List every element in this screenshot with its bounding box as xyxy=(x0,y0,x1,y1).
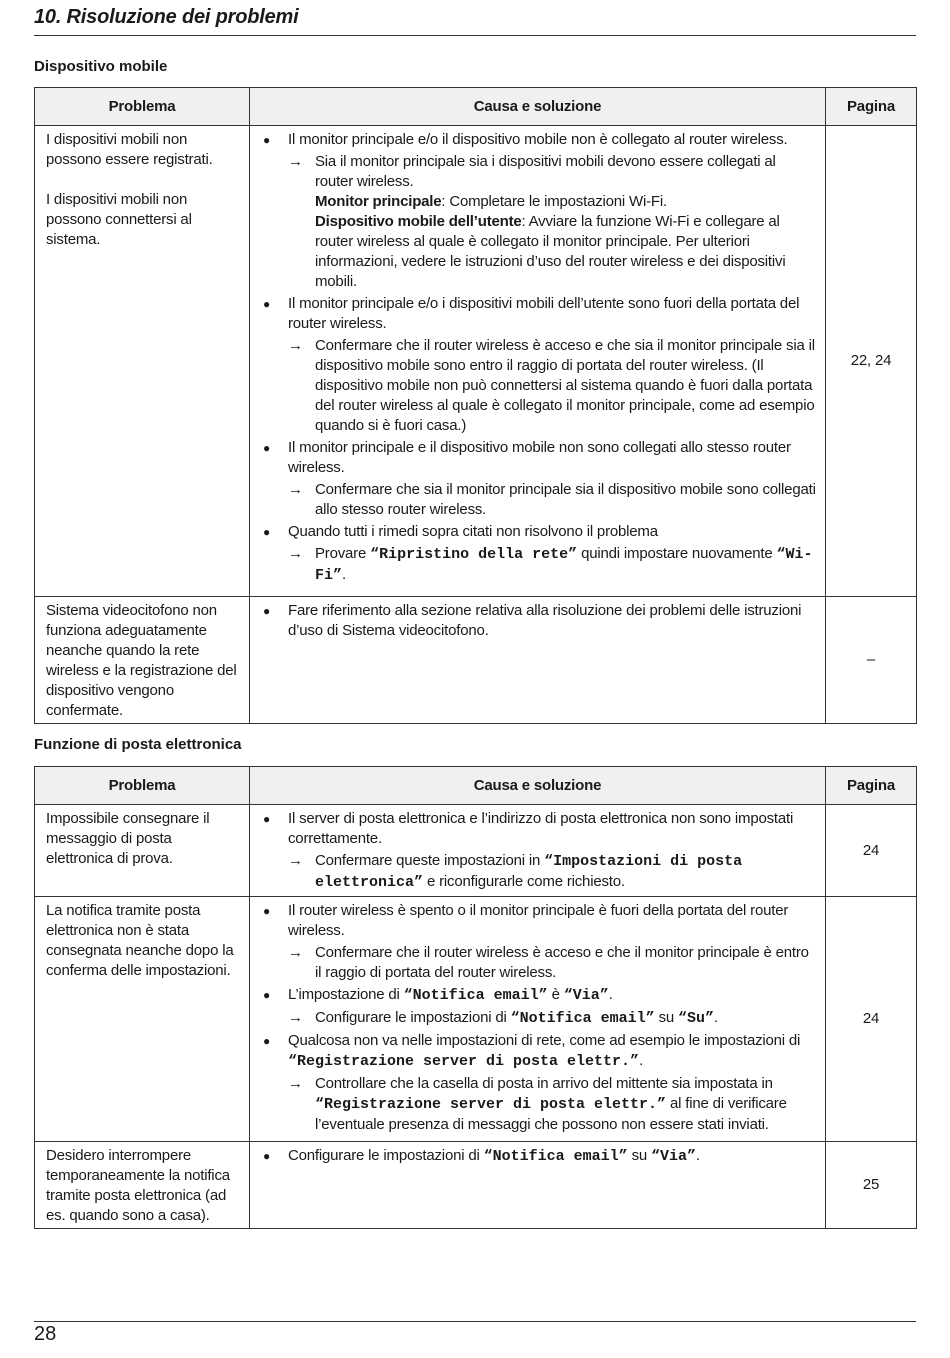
page-reference: 22, 24 xyxy=(826,126,917,597)
problem-text: I dispositivi mobili non possono essere registrati. xyxy=(46,131,213,168)
setting-name: “Registrazione server di posta elettr.” xyxy=(288,1053,640,1070)
table-row xyxy=(35,1142,917,1229)
problem-cell xyxy=(35,897,250,1142)
cause-cell xyxy=(250,897,826,1142)
solution-item: → Confermare queste impostazioni in “Impostazioni di posta elettronica” e riconfigurarle come richiesto. xyxy=(288,852,743,891)
cause-bullet: ● L’impostazione di “Notifica email” è “Via”. xyxy=(262,985,817,1006)
cause-bullet: ● Il monitor principale e/o i dispositivi mobili dell’utente sono fuori della portata del router wireless. xyxy=(262,294,817,334)
setting-name: “Ripristino della rete” xyxy=(370,546,578,563)
setting-value: “Su” xyxy=(678,1010,715,1027)
table-row xyxy=(35,597,917,724)
setting-name: “Notifica email” xyxy=(483,1148,628,1165)
page-number: 28 xyxy=(34,1323,57,1345)
footer-divider xyxy=(34,1321,916,1322)
solution-item: → Confermare che il router wireless è acceso e che sia il monitor principale sia il dispositivo mobile sono entro il raggio di portata del router wireless. (Il dispositivo mobile non può connettersi al sistema quando è fuori dalla portata del router wireless al quale è collegato il monitor principale, come ad esempio quando si è fuori casa.) xyxy=(288,337,815,434)
cause-bullet: ● Quando tutti i rimedi sopra citati non risolvono il problema xyxy=(262,522,817,542)
cause-bullet: ● Il server di posta elettronica e l’indirizzo di posta elettronica non sono impostati correttamente. xyxy=(262,809,817,849)
problem-cell xyxy=(35,1142,250,1229)
table-header-row xyxy=(35,88,917,126)
solution-item: → Confermare che sia il monitor principale sia il dispositivo mobile sono collegati allo stesso router wireless. xyxy=(288,481,816,518)
column-header-problem: Problema xyxy=(35,767,250,805)
arrow-icon: → xyxy=(288,944,303,961)
cause-bullet: ● Fare riferimento alla sezione relativa alla risoluzione dei problemi delle istruzioni d’uso di Sistema videocitofono. xyxy=(262,601,817,641)
arrow-icon: → xyxy=(288,153,303,170)
arrow-icon: → xyxy=(288,1009,303,1026)
cause-cell xyxy=(250,1142,826,1229)
problem-text: La notifica tramite posta elettronica non è stata consegnata neanche dopo la conferma delle impostazioni. xyxy=(46,902,234,979)
solution-item: → Provare “Ripristino della rete” quindi impostare nuovamente “Wi-Fi”. xyxy=(288,545,813,584)
cause-cell xyxy=(250,597,826,724)
column-header-cause: Causa e soluzione xyxy=(250,767,826,805)
email-troubleshooting-table xyxy=(34,766,917,1229)
setting-name: “Notifica email” xyxy=(403,987,548,1004)
page-title: 10. Risoluzione dei problemi xyxy=(34,6,299,28)
page-reference: – xyxy=(826,597,917,724)
section-title-mobile: Dispositivo mobile xyxy=(34,58,168,75)
cause-bullet: ● Il monitor principale e il dispositivo mobile non sono collegati allo stesso router wireless. xyxy=(262,438,817,478)
problem-text: I dispositivi mobili non possono connettersi al sistema. xyxy=(46,191,192,248)
setting-value: “Via” xyxy=(651,1148,697,1165)
solution-item: → Sia il monitor principale sia i dispositivi mobili devono essere collegati al router wireless. xyxy=(288,153,776,190)
solution-item: → Controllare che la casella di posta in arrivo del mittente sia impostata in “Registrazione server di posta elettr.” al fine di verificare l’eventuale presenza di messaggi che possono non essere stati inviati. xyxy=(288,1075,787,1133)
column-header-cause: Causa e soluzione xyxy=(250,88,826,126)
cause-cell xyxy=(250,126,826,597)
arrow-icon: → xyxy=(288,545,303,562)
solution-detail: Dispositivo mobile dell’utente: Avviare la funzione Wi-Fi e collegare al router wireless al quale è collegato il monitor principale. Per ulteriori informazioni, vedere le istruzioni d’uso del router wireless e dei dispositivi mobili. xyxy=(315,213,786,290)
cause-bullet: ● Configurare le impostazioni di “Notifica email” su “Via”. xyxy=(262,1146,817,1167)
arrow-icon: → xyxy=(288,337,303,354)
problem-cell xyxy=(35,597,250,724)
page-reference: 24 xyxy=(826,805,917,897)
solution-item: → Confermare che il router wireless è acceso e che il monitor principale è entro il raggio di portata del router wireless. xyxy=(288,944,809,981)
setting-name: “Notifica email” xyxy=(510,1010,655,1027)
mobile-troubleshooting-table xyxy=(34,87,917,724)
page-reference: 25 xyxy=(826,1142,917,1229)
section-title-email: Funzione di posta elettronica xyxy=(34,736,242,753)
setting-value: “Via” xyxy=(563,987,609,1004)
page-reference: 24 xyxy=(826,897,917,1142)
table-header-row xyxy=(35,767,917,805)
setting-name: “Impostazioni di posta elettronica” xyxy=(315,853,743,891)
arrow-icon: → xyxy=(288,1075,303,1092)
cause-bullet: ● Il monitor principale e/o il dispositivo mobile non è collegato al router wireless. xyxy=(262,130,817,150)
column-header-problem: Problema xyxy=(35,88,250,126)
problem-cell xyxy=(35,126,250,597)
column-header-page: Pagina xyxy=(826,88,917,126)
setting-name: “Registrazione server di posta elettr.” xyxy=(315,1096,667,1113)
problem-text: Sistema videocitofono non funziona adeguatamente neanche quando la rete wireless e la registrazione del dispositivo vengono confermate. xyxy=(46,602,237,719)
table-row xyxy=(35,897,917,1142)
cause-bullet: ● Qualcosa non va nelle impostazioni di rete, come ad esempio le impostazioni di “Registrazione server di posta elettr.”. xyxy=(262,1031,817,1072)
problem-text: Impossibile consegnare il messaggio di posta elettronica di prova. xyxy=(46,810,210,867)
header-divider xyxy=(34,35,916,36)
cause-cell xyxy=(250,805,826,897)
table-row xyxy=(35,126,917,597)
solution-item: → Configurare le impostazioni di “Notifica email” su “Su”. xyxy=(288,1009,718,1027)
arrow-icon: → xyxy=(288,852,303,869)
solution-detail: Monitor principale: Completare le impostazioni Wi-Fi. xyxy=(315,193,667,210)
setting-name: “Wi-Fi” xyxy=(315,546,813,584)
arrow-icon: → xyxy=(288,481,303,498)
cause-bullet: ● Il router wireless è spento o il monitor principale è fuori della portata del router wireless. xyxy=(262,901,817,941)
problem-cell xyxy=(35,805,250,897)
column-header-page: Pagina xyxy=(826,767,917,805)
problem-text: Desidero interrompere temporaneamente la notifica tramite posta elettronica (ad es. quando sono a casa). xyxy=(46,1147,230,1224)
table-row xyxy=(35,805,917,897)
